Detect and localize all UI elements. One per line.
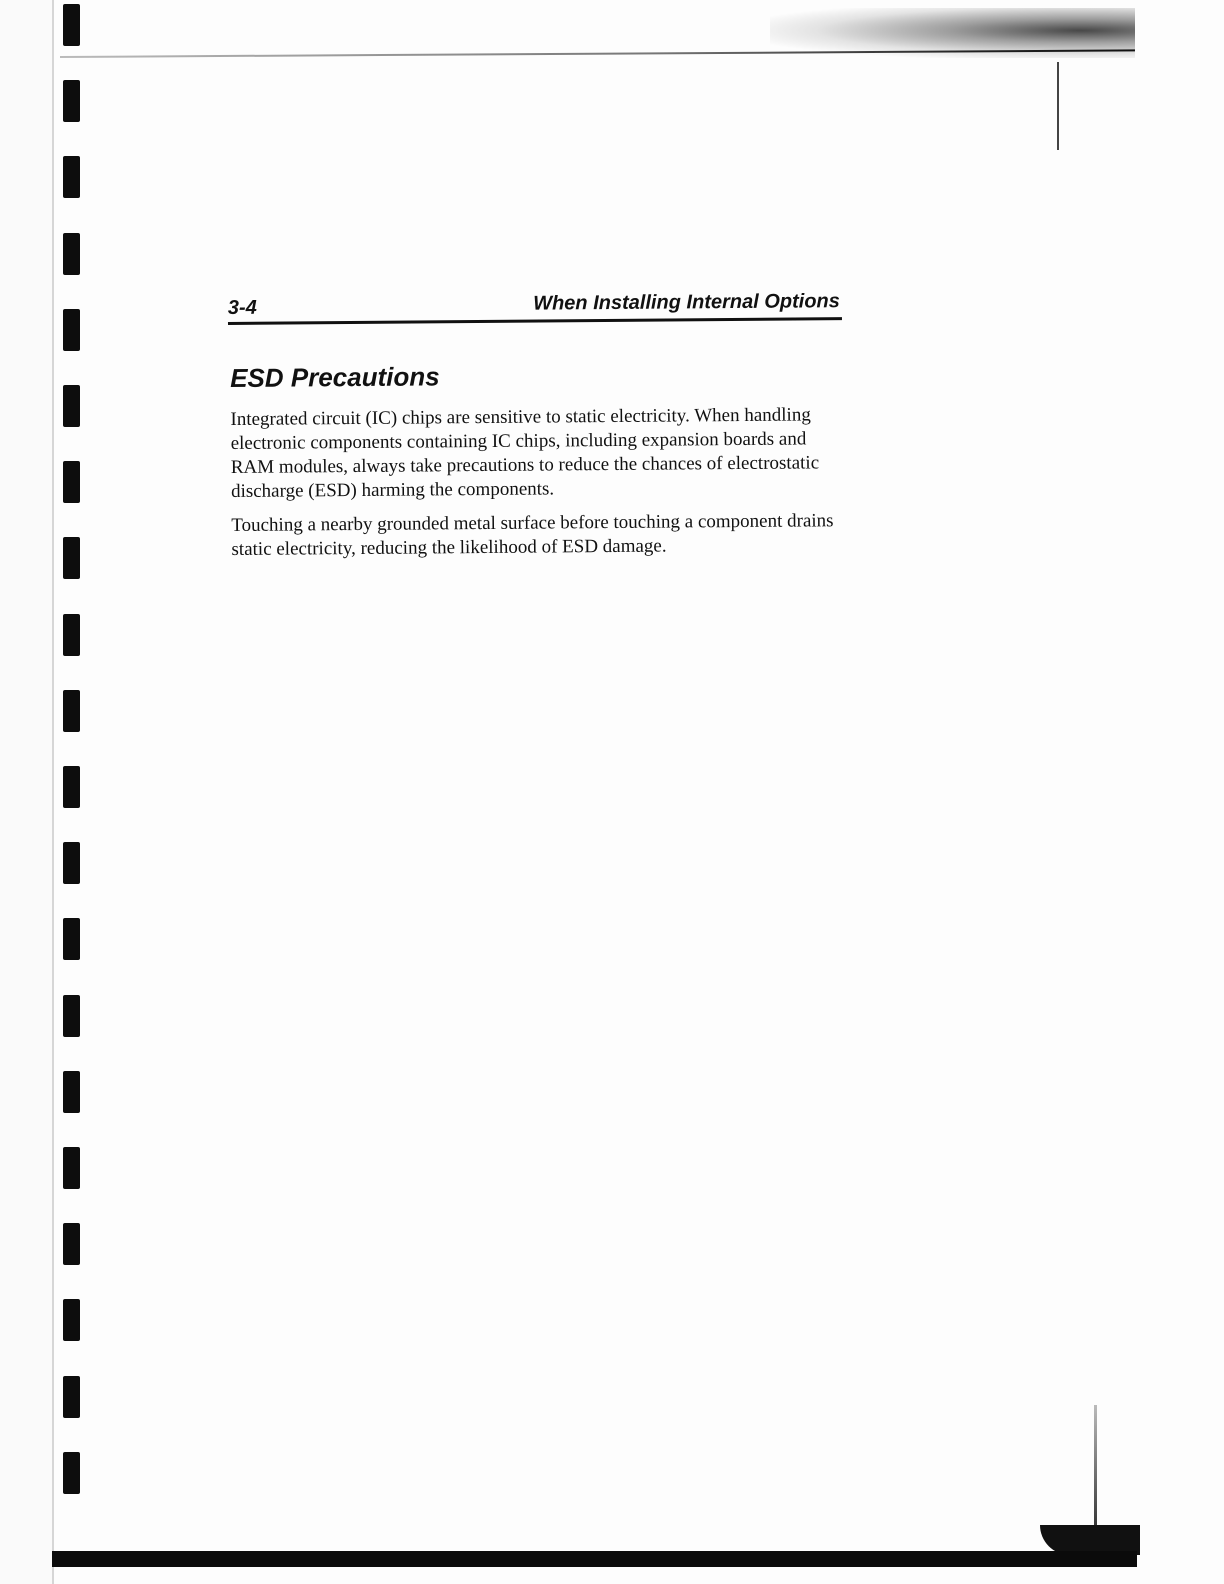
binder-hole [63, 1376, 80, 1418]
binder-hole [63, 385, 80, 427]
binder-hole [63, 690, 80, 732]
binder-hole [63, 1071, 80, 1113]
binder-hole [63, 1299, 80, 1341]
binder-hole [63, 1223, 80, 1265]
binder-hole [63, 766, 80, 808]
scan-bottom-edge [52, 1551, 1137, 1567]
binder-hole [63, 1452, 80, 1494]
binder-hole [63, 461, 80, 503]
chapter-title: When Installing Internal Options [533, 290, 840, 315]
binder-hole [63, 537, 80, 579]
binder-hole [63, 918, 80, 960]
binder-margin-edge [52, 0, 54, 1584]
binder-hole [63, 80, 80, 122]
page-number: 3-4 [227, 296, 257, 320]
running-header [228, 281, 842, 325]
binder-hole [63, 842, 80, 884]
scan-right-edge-top [1057, 62, 1059, 150]
section-body [230, 355, 852, 572]
binder-hole [63, 614, 80, 656]
binder-hole [63, 233, 80, 275]
paragraph-grounding: Touching a nearby grounded metal surface before touching a component drains static electricity, reducing the likelihood of ESD damage. [231, 510, 834, 560]
binder-hole [63, 4, 80, 46]
binder-hole [63, 995, 80, 1037]
binder-margin [0, 0, 52, 1584]
scan-right-edge-bottom [1094, 1405, 1097, 1545]
binder-hole [63, 1147, 80, 1189]
paragraph-ic-chips: Integrated circuit (IC) chips are sensitive to static electricity. When handling electronic components containing IC chips, including expansion boards and RAM modules, always take precautions to reduce the chances of electrostatic discharge (ESD) harming the components. [230, 404, 820, 502]
binder-hole [63, 309, 80, 351]
section-title: ESD Precautions [230, 361, 440, 393]
binder-hole [63, 156, 80, 198]
